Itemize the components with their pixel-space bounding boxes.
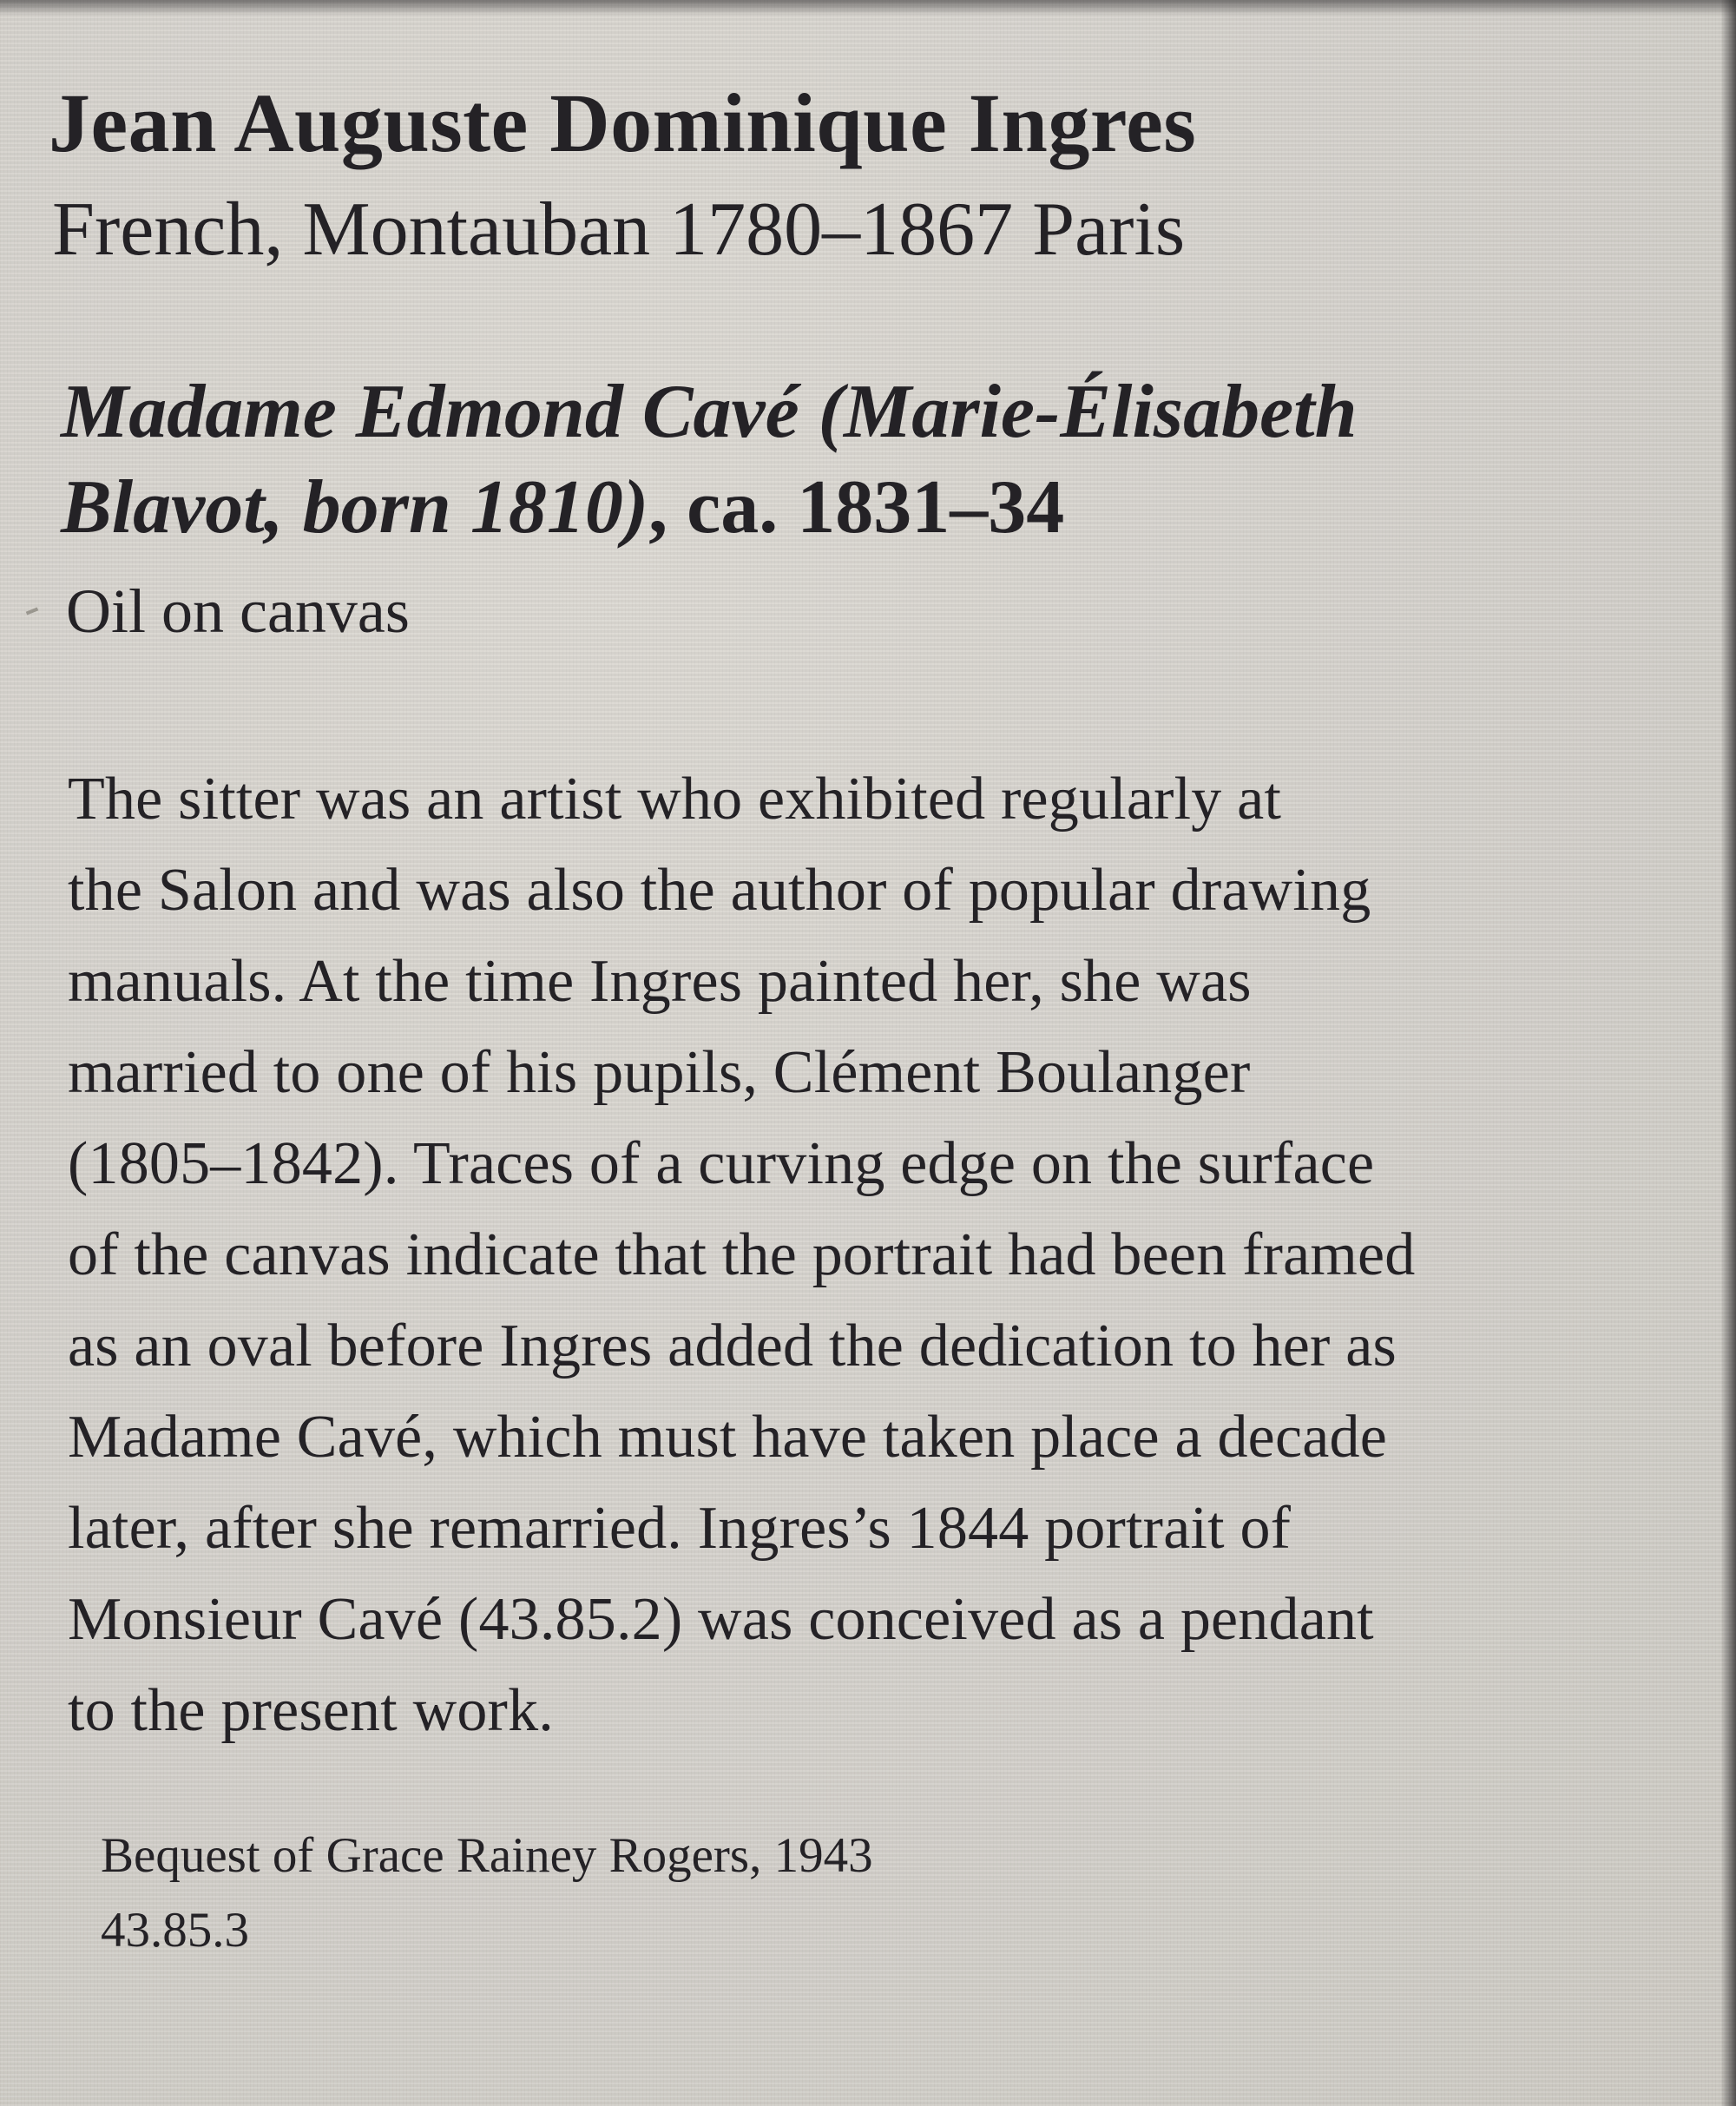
credit-line: Bequest of Grace Rainey Rogers, 1943 [101,1828,873,1883]
artist-name: Jean Auguste Dominique Ingres [49,76,1197,169]
artwork-title [61,365,1358,556]
artist-nationality-dates: French, Montauban 1780–1867 Paris [52,188,1186,272]
card-right-edge-shadow [1720,0,1736,2106]
artwork-description [68,754,1415,1756]
title-line [61,365,1358,460]
description-line: later, after she remarried. Ingres’s 1844 portrait of [68,1495,1292,1562]
title-italic-part: Madame Edmond Cavé (Marie-Élisabeth [61,370,1358,454]
description-line: The sitter was an artist who exhibited regularly at [68,766,1282,833]
description-line: to the present work. [68,1677,554,1744]
description-line: (1805–1842). Traces of a curving edge on the surface [68,1130,1375,1197]
description-line: as an oval before Ingres added the dedication to her as [68,1313,1397,1379]
description-line: the Salon and was also the author of popular drawing [68,857,1371,924]
accession-number: 43.85.3 [101,1903,249,1958]
description-line: married to one of his pupils, Clément Boulanger [68,1039,1251,1106]
artwork-date: , ca. 1831–34 [648,465,1065,550]
description-line: Madame Cavé, which must have taken place a decade [68,1404,1387,1471]
card-top-edge-shadow [0,0,1736,16]
tick-mark [26,608,38,615]
title-italic-part: Blavot, born 1810) [61,465,649,550]
artwork-medium: Oil on canvas [66,576,410,646]
description-line: manuals. At the time Ingres painted her, she was [68,948,1252,1015]
description-line: Monsieur Cavé (43.85.2) was conceived as a pendant [68,1586,1374,1653]
title-line [61,460,1358,556]
description-line: of the canvas indicate that the portrait had been framed [68,1221,1416,1288]
